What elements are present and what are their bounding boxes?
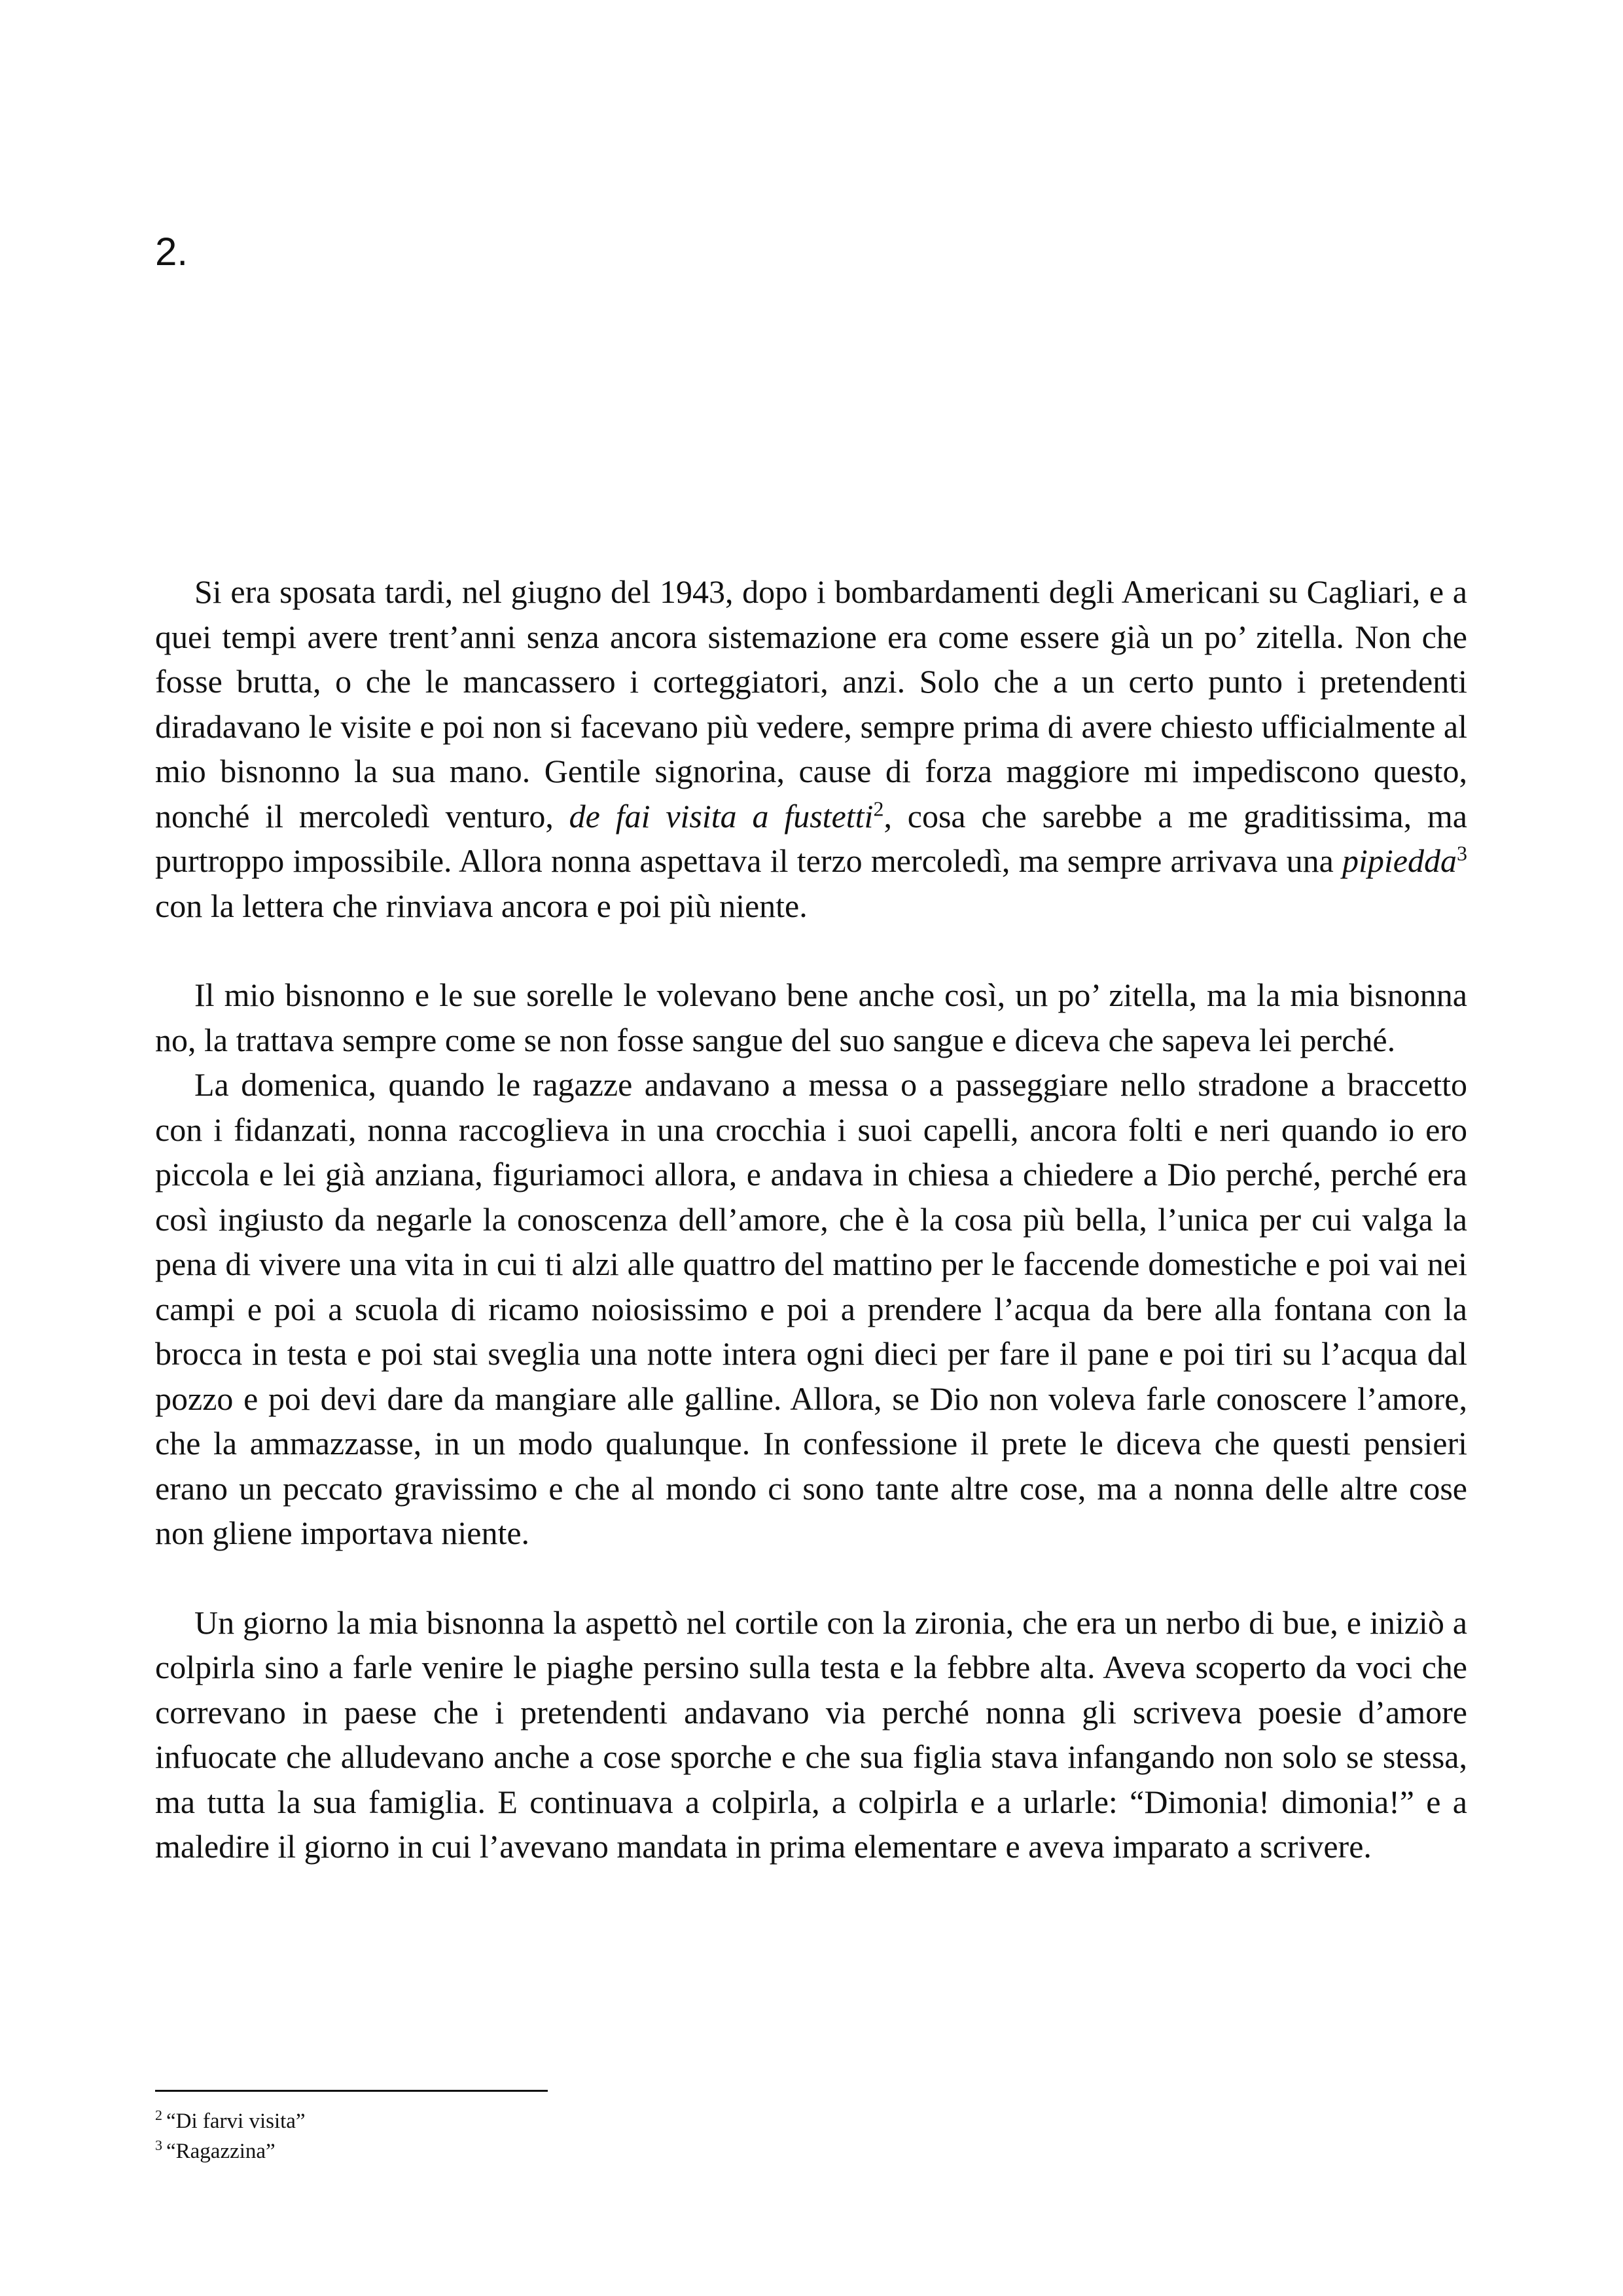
paragraph-1-text-c: con la lettera che rinviava ancora e poi più niente.: [155, 887, 808, 924]
italic-word-pipiedda: pipiedda: [1342, 842, 1457, 879]
paragraph-1-text-b: , cosa che sarebbe a me graditissima, ma purtroppo impossibile. Allora nonna aspettava il terzo mercoledì, ma sempre arrivava una: [155, 797, 1467, 879]
italic-phrase-de-fai-visita: de fai visita a fustetti: [569, 797, 874, 834]
footnote-ref-2: 2: [873, 796, 884, 820]
paragraph-2: Il mio bisnonno e le sue sorelle le volevano bene anche così, un po’ zitella, ma la mia bisnonna no, la trattava sempre come se non fosse sangue del suo sangue e diceva che sapeva lei perché.: [155, 977, 1467, 1058]
footnote-3: [155, 2136, 1467, 2166]
paragraph-3: La domenica, quando le ragazze andavano a messa o a passeggiare nello stradone a braccetto con i fidanzati, nonna raccoglieva in una crocchia i suoi capelli, ancora folti e neri quando io ero piccola e lei già anziana, figuriamoci allora, e andava in chiesa a chiedere a Dio perché, perché era così ingiusto da negarle la conoscenza dell’amore, che è la cosa più bella, l’unica per cui valga la pena di vivere una vita in cui ti alzi alle quattro del mattino per le faccende domestiche e poi vai nei campi e poi a scuola di ricamo noiosissimo e poi a prendere l’acqua da bere alla fontana con la brocca in testa e poi stai sveglia una notte intera ogni dieci per fare il pane e poi tiri su l’acqua dal pozzo e poi devi dare da mangiare alle galline. Allora, se Dio non voleva farle conoscere l’amore, che la ammazzasse, in un modo qualunque. In confessione il prete le diceva che questi pensieri erano un peccato gravissimo e che al mondo ci sono tante altre cose, ma a nonna delle altre cose non gliene importava niente.: [155, 1066, 1467, 1551]
footnote-2-mark: 2: [155, 2107, 162, 2123]
footnote-3-text: “Ragazzina”: [166, 2140, 276, 2163]
footnote-ref-3: 3: [1457, 841, 1467, 865]
paragraph-4: Un giorno la mia bisnonna la aspettò nel cortile con la zironia, che era un nerbo di bue, e iniziò a colpirla sino a farle venire le piaghe persino sulla testa e la febbre alta. Aveva scoperto da voci che correvano in paese che i pretendenti andavano via perché nonna gli scriveva poesie d’amore infuocate che alludevano anche a cose sporche e che sua figlia stava infangando non solo se stessa, ma tutta la sua famiglia. E continuava a colpirla, a colpirla e a urlarle: “Dimonia! dimonia!” e a maledire il giorno in cui l’avevano mandata in prima elementare e aveva imparato a scrivere.: [155, 1604, 1467, 1865]
chapter-number: 2.: [155, 230, 188, 274]
paragraph-1: [155, 569, 1467, 928]
footnotes: [155, 2106, 1467, 2166]
footnote-2: [155, 2106, 1467, 2136]
footnote-3-mark: 3: [155, 2137, 162, 2153]
footnote-2-text: “Di farvi visita”: [166, 2109, 306, 2133]
footnote-divider: [155, 2090, 548, 2092]
body-text: [155, 569, 1467, 1869]
paragraph-1-text-a: Si era sposata tardi, nel giugno del 1943, dopo i bombardamenti degli Americani su Cagliari, e a quei tempi avere trent’anni senza ancora sistemazione era come essere già un po’ zitella. Non che fosse brutta, o che le mancassero i corteggiatori, anzi. Solo che a un certo punto i pretendenti diradavano le visite e poi non si facevano più vedere, sempre prima di avere chiesto ufficialmente al mio bisnonno la sua mano. Gentile signorina, cause di forza maggiore mi impediscono questo, nonché il mercoledì venturo,: [155, 573, 1467, 834]
